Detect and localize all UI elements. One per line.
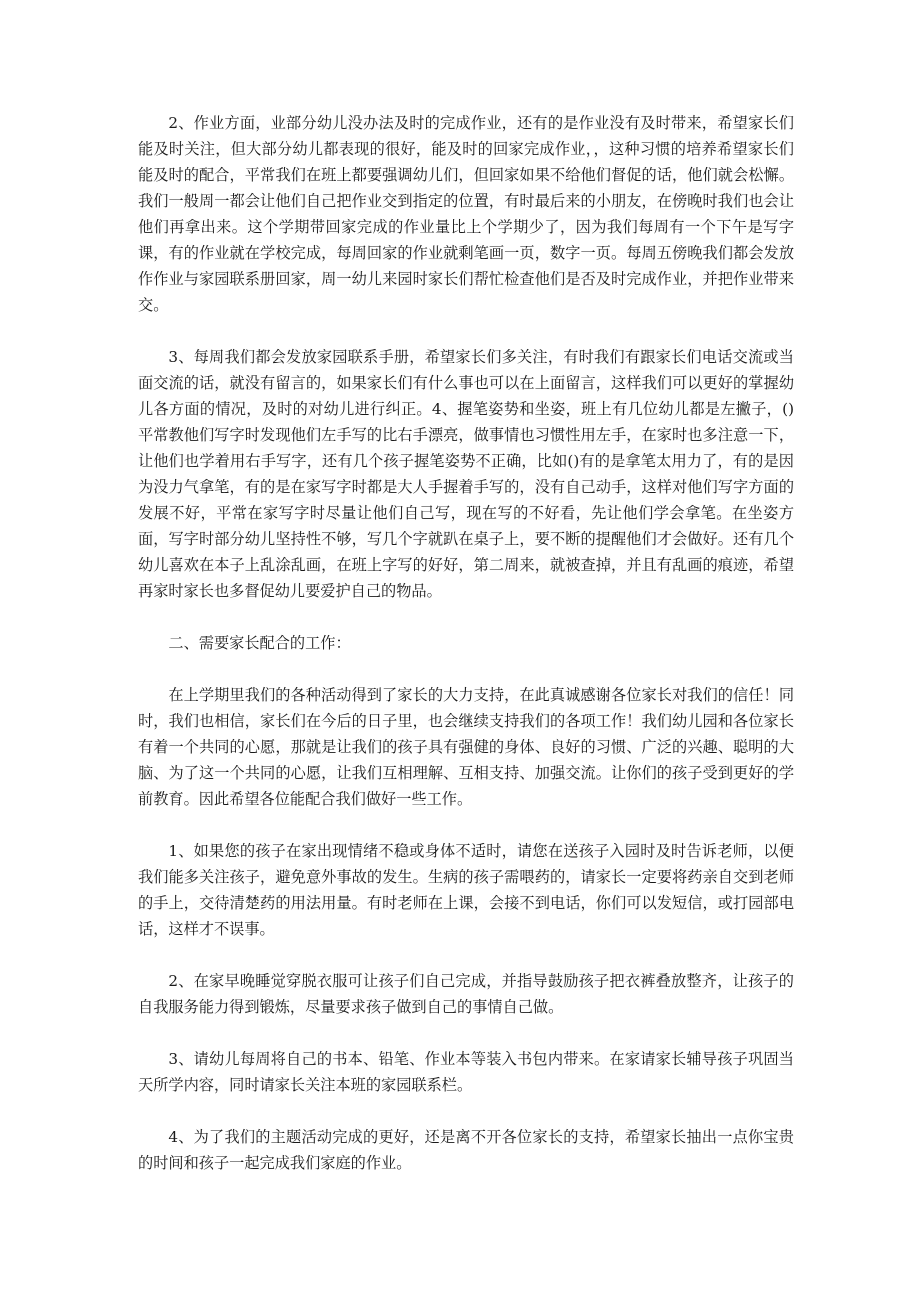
paragraph-item-2: 2、在家早晚睡觉穿脱衣服可让孩子们自己完成，并指导鼓励孩子把衣裤叠放整齐，让孩子的自我服务能力得到锻炼，尽量要求孩子做到自己的事情自己做。 (138, 972, 794, 1016)
document-body (138, 110, 794, 1202)
paragraph-item-4: 4、为了我们的主题活动完成的更好，还是离不开各位家长的支持，希望家长抽出一点你宝贵的时间和孩子一起完成我们家庭的作业。 (138, 1128, 794, 1172)
paragraph-item-3: 3、请幼儿每周将自己的书本、铅笔、作业本等装入书包内带来。在家请家长辅导孩子巩固当天所学内容，同时请家长关注本班的家园联系栏。 (138, 1050, 794, 1094)
section-heading: 二、需要家长配合的工作： (168, 634, 351, 652)
paragraph-contact-handbook: 3、每周我们都会发放家园联系手册，希望家长们多关注，有时我们有跟家长们电话交流或当面交流的话，就没有留言的，如果家长们有什么事也可以在上面留言，这样我们可以更好的掌握幼儿各方面的情况，及时的对幼儿进行纠正。4、握笔姿势和坐姿，班上有几位幼儿都是左撇子，()平常教他们写字时发现他们左手写的比右手漂亮，做事情也习惯性用左手，在家时也多注意一下，让他们也学着用右手写字，还有几个孩子握笔姿势不正确，比如()有的是拿笔太用力了，有的是因为没力气拿笔，有的是在家写字时都是大人手握着手写的，没有自己动手，这样对他们写字方面的发展不好，平常在家写字时尽量让他们自己写，现在写的不好看，先让他们学会拿笔。在坐姿方面，写字时部分幼儿坚持性不够，写几个字就趴在桌子上，要不断的提醒他们才会做好。还有几个幼儿喜欢在本子上乱涂乱画，在班上字写的好好，第二周来，就被查掉，并且有乱画的痕迹，希望再家时家长也多督促幼儿要爱护自己的物品。 (138, 348, 794, 600)
paragraph-intro: 在上学期里我们的各种活动得到了家长的大力支持，在此真诚感谢各位家长对我们的信任！同时，我们也相信，家长们在今后的日子里，也会继续支持我们的各项工作！我们幼儿园和各位家长有着一个共同的心愿，那就是让我们的孩子具有强健的身体、良好的习惯、广泛的兴趣、聪明的大脑、为了这一个共同的心愿，让我们互相理解、互相支持、加强交流。让你们的孩子受到更好的学前教育。因此希望各位能配合我们做好一些工作。 (138, 686, 794, 808)
paragraph-homework: 2、作业方面，业部分幼儿没办法及时的完成作业，还有的是作业没有及时带来，希望家长们能及时关注，但大部分幼儿都表现的很好，能及时的回家完成作业，，这种习惯的培养希望家长们能及时的配合，平常我们在班上都要强调幼儿们，但回家如果不给他们督促的话，他们就会松懈。我们一般周一都会让他们自己把作业交到指定的位置，有时最后来的小朋友，在傍晚时我们也会让他们再拿出来。这个学期带回家完成的作业量比上个学期少了，因为我们每周有一个下午是写字课，有的作业就在学校完成，每周回家的作业就剩笔画一页，数字一页。每周五傍晚我们都会发放作作业与家园联系册回家，周一幼儿来园时家长们帮忙检查他们是否及时完成作业，并把作业带来交。 (138, 114, 794, 314)
paragraph-item-1: 1、如果您的孩子在家出现情绪不稳或身体不适时，请您在送孩子入园时及时告诉老师，以便我们能多关注孩子，避免意外事故的发生。生病的孩子需喂药的，请家长一定要将药亲自交到老师的手上，交待清楚药的用法用量。有时老师在上课，会接不到电话，你们可以发短信，或打园部电话，这样才不误事。 (138, 842, 794, 938)
